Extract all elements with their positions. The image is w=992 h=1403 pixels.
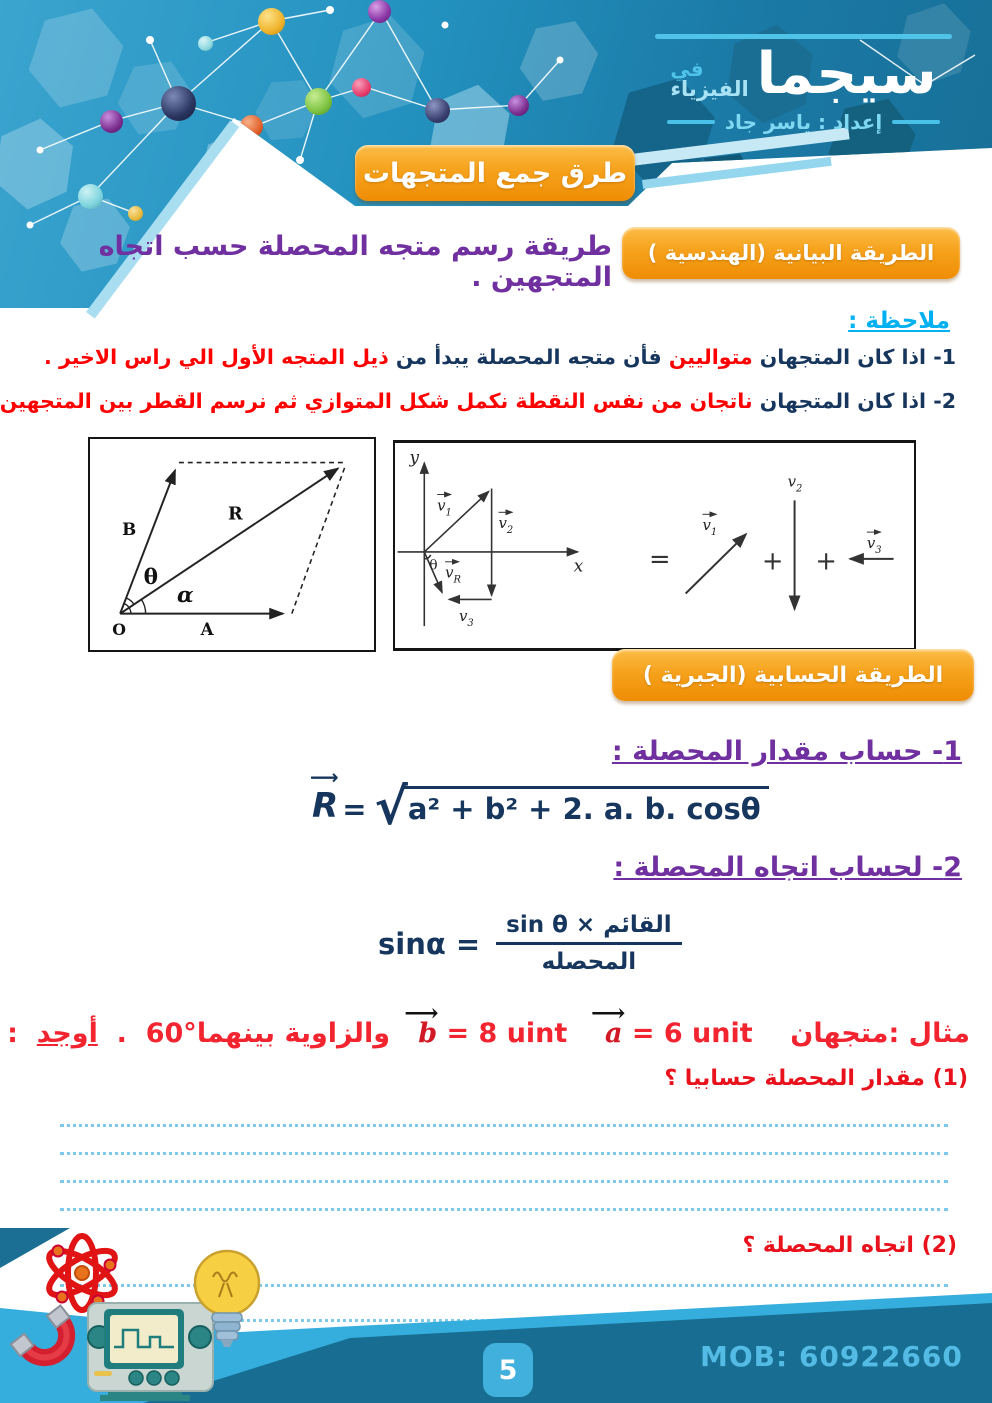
fraction [496,912,681,975]
label-vR: $v_R$ [445,563,461,586]
R-vector: ⟶ R [310,765,339,826]
label-v2-single: $v_2$ [787,472,803,495]
algebraic-method-badge [612,649,974,701]
molecule-ball [508,95,529,116]
example-statement [7,998,970,1049]
label-v3: $v_3$ [458,607,474,630]
fraction-numerator: sin θ × القائم [496,912,681,945]
note-title: ملاحظة : [848,308,950,334]
fraction-denominator: المحصله [541,949,637,975]
plus-sign: + [815,546,837,577]
angle-value: 60° [145,1018,197,1049]
answer-line [60,1152,948,1155]
equals: = [342,792,367,826]
resultant-magnitude-formula [310,765,769,836]
molecule-ball [258,8,285,35]
logo-block [651,34,956,134]
equals-sign: = [649,544,671,575]
note1-part-navy: 1- اذا كان المتجهان [752,345,956,369]
vector-a: ⟶ a [590,998,626,1049]
answer-line [60,1180,948,1183]
sqrt-sign: √ [374,777,408,836]
radicand-expression: a² + b² + 2. a. b. cosθ [404,786,769,826]
magnitude-heading: 1- حساب مقدار المحصلة : [611,736,962,767]
main-title-badge [355,145,635,201]
label-v3-single: $v_3$ [866,533,882,556]
vector-arrow-icon: ⟶ [310,765,339,789]
prepared-line-right [892,120,940,124]
molecule-ball [198,36,213,51]
polygon-diagram [395,443,910,642]
logo-divider [655,34,952,39]
molecule-ball [305,88,332,115]
polygon-diagram-box [393,440,916,651]
label-v1-single: $v_1$ [702,516,718,539]
note1-part-red: متواليين [668,345,753,369]
page-number-badge [483,1343,533,1397]
label-alpha: α [177,582,194,608]
molecule-ball [368,0,391,23]
label-x-axis: x [573,555,584,576]
physics-illustrations [0,1225,310,1403]
atom-icon [43,1236,121,1310]
angle-text: والزاوية بينهما [196,1018,390,1049]
label-v1: $v_1$ [437,496,452,519]
molecule-ball [78,184,103,209]
mobile-number: MOB: 60922660 [700,1340,963,1373]
label-theta: θ [143,565,159,591]
magnet-icon [11,1305,83,1372]
logo-subtitle: الفيزياء [670,77,749,102]
note2-part-red: ناتجان من نفس النقطة نكمل شكل المتوازي ثم نرسم القطر بين المتجهين [0,389,753,413]
label-v2: $v_2$ [498,514,514,537]
molecule-ball [100,110,123,133]
vector-arrow-icon: ⟶ [404,998,439,1027]
b-value: = 8 uint [437,1018,568,1049]
example-intro: مثال :متجهان [790,1018,970,1049]
dot: . [116,1018,127,1049]
note1-part-navy: فأن متجه المحصلة يبدأ من [388,345,669,369]
note-line-2 [0,389,956,413]
parallelogram-diagram-box [88,437,376,652]
logo-fi: في [670,57,704,82]
note-line-1 [44,345,956,369]
find-word: أوجد [36,1018,98,1049]
sin-alpha-lhs: sinα = [378,926,481,961]
answer-line [60,1208,948,1211]
a-value: = 6 unit [622,1018,753,1049]
logo-title: سيجما [756,41,937,107]
note1-part-red: ذيل المتجه الأول الي راس الاخير . [44,345,389,369]
molecule-ball [352,78,371,97]
graphical-method-badge [622,227,960,279]
plus-sign: + [761,546,784,577]
algebraic-method-text: الطريقة الحسابية (الجبرية ) [642,662,944,688]
label-B: B [122,519,137,540]
prepared-by: إعداد : ياسر جاد [724,110,883,135]
molecule-ball [161,86,196,121]
answer-line [60,1124,948,1127]
graphical-method-caption: طريقة رسم متجه المحصلة حسب اتجاه المتجهين . [98,231,612,293]
label-y-axis: y [409,446,419,467]
colon: : [7,1018,18,1049]
vector-arrow-icon: ⟶ [590,998,626,1027]
main-title-text: طرق جمع المتجهات [362,157,628,189]
molecule-ball [128,206,143,221]
vector-b: ⟶ b [404,998,439,1049]
question-2: (2) اتجاه المحصلة ؟ [742,1233,957,1258]
prepared-line-left [667,120,715,124]
molecule-ball [425,98,450,123]
direction-heading: 2- لحساب اتجاه المحصلة : [613,852,962,883]
molecule-ball [240,115,263,138]
graphical-method-text: الطريقة البيانية (الهندسية ) [647,241,935,265]
label-R: R [228,503,243,525]
label-O: O [112,620,126,640]
resultant-direction-formula [378,912,682,975]
oscilloscope-icon [88,1303,213,1401]
parallelogram-diagram [90,439,370,646]
page-number: 5 [498,1354,518,1386]
label-A: A [200,619,214,640]
note2-part-navy: 2- اذا كان المتجهان [752,389,956,413]
question-1: (1) مقدار المحصلة حسابيا ؟ [664,1066,968,1091]
label-theta2: θ [429,557,438,574]
